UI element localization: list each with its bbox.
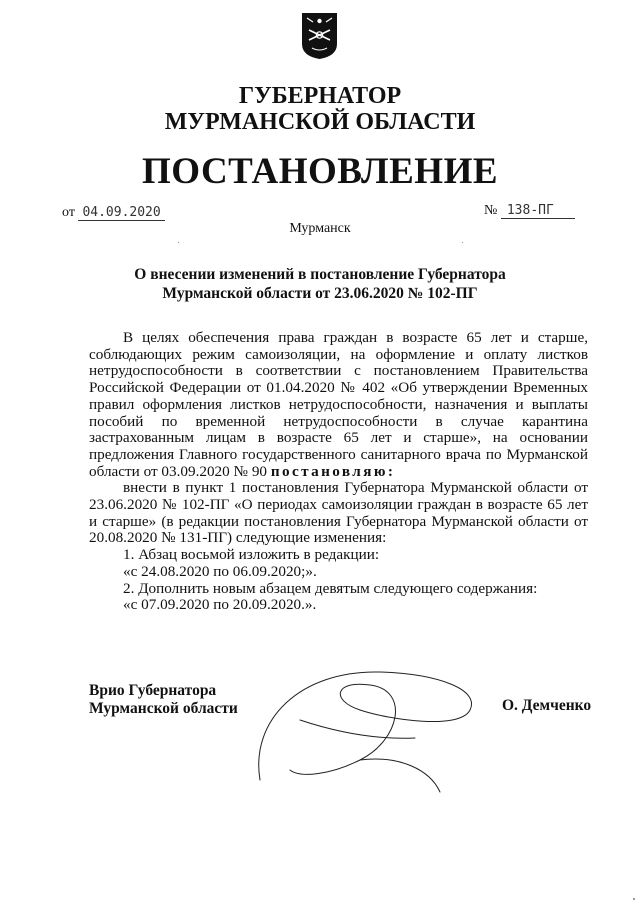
- document-date: [62, 205, 165, 221]
- city-name: Мурманск: [289, 221, 351, 236]
- header-line-1: ГУБЕРНАТОР: [238, 83, 402, 109]
- body-paragraph-2: внести в пункт 1 постановления Губернатора Мурманской области от 23.06.2020 № 102-ПГ «О периодах самоизоляции граждан в возрасте 65 лет и старше» (в редакции постановления Губернатора Мурманской области от 20.08.2020 № 131-ПГ) следующие изменения:: [89, 479, 588, 547]
- document-subject: [0, 265, 640, 303]
- handwritten-signature: [240, 660, 490, 800]
- change-item-2-text: «с 07.09.2020 по 20.09.2020.».: [123, 596, 317, 614]
- signatory-name: О. Демченко: [502, 697, 592, 714]
- change-item-2: 2. Дополнить новым абзацем девятым следующего содержания:: [123, 579, 538, 597]
- coat-of-arms-icon: [301, 12, 338, 60]
- position-line-2: Мурманской области: [89, 700, 238, 717]
- signatory-position: [89, 682, 238, 718]
- scan-mark: [633, 898, 635, 900]
- document-number: [484, 203, 575, 219]
- decree-word: постановляю:: [270, 462, 396, 480]
- change-item-1-text: «с 24.08.2020 по 06.09.2020;».: [123, 562, 317, 580]
- scan-mark: [178, 242, 179, 243]
- header-line-2: МУРМАНСКОЙ ОБЛАСТИ: [164, 109, 476, 135]
- preamble-text: В целях обеспечения права граждан в возрасте 65 лет и старше, соблюдающих режим самоизоляции, на оформление и оплату листков нетрудоспособности в соответствии с постановлением Правительства Российской Федерации от 01.04.2020 № 402 «Об утверждении Временных правил оформления листков нетрудоспособности, назначения и выплаты пособий по временной нетрудоспособности в случае карантина застрахованным лицам в возрасте 65 лет и старше», на основании предложения Главного государственного санитарного врача по Мурманской области от 03.09.2020 № 90: [89, 329, 588, 480]
- document-type-title: ПОСТАНОВЛЕНИЕ: [141, 151, 499, 192]
- position-line-1: Врио Губернатора: [89, 682, 217, 699]
- number-prefix: №: [484, 203, 498, 218]
- date-value: 04.09.2020: [78, 205, 164, 221]
- subject-line-1: О внесении изменений в постановление Губернатора: [134, 266, 506, 283]
- body-paragraph-1: [89, 330, 588, 480]
- scan-mark: [462, 242, 463, 243]
- number-value: 138-ПГ: [501, 203, 575, 219]
- date-prefix: от: [62, 205, 75, 220]
- change-item-1: 1. Абзац восьмой изложить в редакции:: [123, 546, 380, 564]
- subject-line-2: Мурманской области от 23.06.2020 № 102-ПГ: [162, 285, 478, 302]
- document-body: [89, 330, 588, 614]
